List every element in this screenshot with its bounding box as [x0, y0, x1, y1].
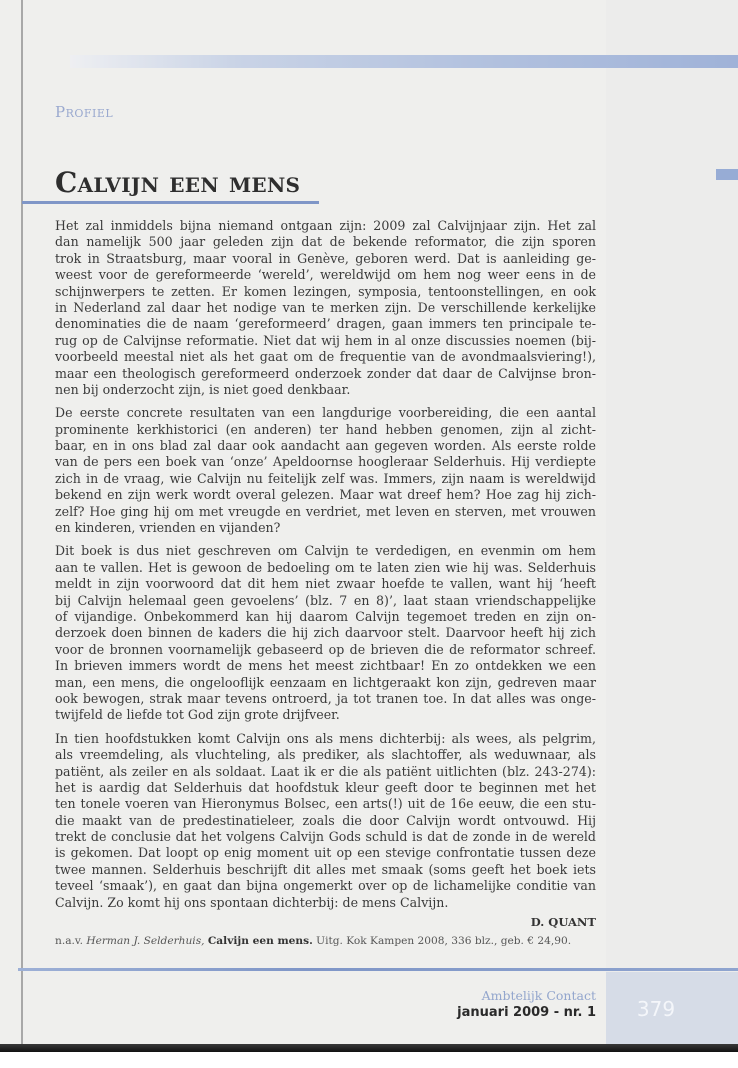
- title-underline: [22, 201, 319, 204]
- text-line: twijfeld de liefde tot God zijn grote drijfveer.: [55, 707, 340, 723]
- text-line: trekt de conclusie dat het volgens Calvijn Gods schuld is dat de zonde in de wereld: [55, 829, 596, 845]
- text-line: weest voor de gereformeerde ‘wereld’, wereldwijd om hem nog weer eens in de: [55, 267, 596, 283]
- text-line: als vreemdeling, als vluchteling, als prediker, als slachtoffer, als weduwnaar, als: [55, 747, 596, 763]
- page-number: 379: [636, 997, 676, 1021]
- section-label: Profiel: [55, 103, 114, 121]
- text-line: man, een mens, die ongelooflijk eenzaam en lichtgeraakt kon zijn, gedreven maar: [55, 674, 596, 690]
- text-line: schijnwerpers te zetten. Er komen lezingen, symposia, tentoonstellingen, en ook: [55, 283, 596, 299]
- text-line: patiënt, als zeiler en als soldaat. Laat ik er die als patiënt uitlichten (blz. 243-274):: [55, 763, 596, 779]
- text-line: denominaties die de naam ‘gereformeerd’ dragen, gaan immers ten principale te-: [55, 316, 596, 332]
- text-line: bij Calvijn helemaal geen gevoelens’ (blz. 7 en 8)’, laat staan vriendschappelijke: [55, 592, 596, 608]
- text-line: of vijandige. Onbekommerd kan hij daarom Calvijn tegemoet treden en zijn on-: [55, 608, 596, 624]
- text-line: is gekomen. Dat loopt op enig moment uit op een stevige confrontatie tussen deze: [55, 845, 596, 861]
- article-title: Calvijn een mens: [55, 166, 301, 199]
- text-line: aan te vallen. Het is gewoon de bedoeling om te laten zien wie hij was. Selderhuis: [55, 559, 596, 575]
- section-tab-marker: [716, 169, 738, 180]
- page-edge-line: [21, 0, 23, 1050]
- text-line: Het zal inmiddels bijna niemand ontgaan zijn: 2009 zal Calvijnjaar zijn. Het zal: [55, 218, 596, 233]
- text-line: Calvijn. Zo komt hij ons spontaan dichterbij: de mens Calvijn.: [55, 894, 449, 910]
- header-color-band: [70, 55, 738, 68]
- text-line: trok in Straatsburg, maar vooral in Genève, geboren werd. Dat is aanleiding ge-: [55, 250, 596, 266]
- text-line: het is aardig dat Selderhuis dat hoofdstuk kleur geeft door te beginnen met het: [55, 779, 596, 795]
- text-line: meldt in zijn voorwoord dat dit hem niet zwaar hoefde te vallen, want hij ‘heeft: [55, 576, 596, 592]
- text-line: bekend en zijn werk wordt overal gelezen. Maar wat dreef hem? Hoe zag hij zich-: [55, 487, 596, 503]
- text-line: dan namelijk 500 jaar geleden zijn dat de bekende reformator, die zijn sporen: [55, 234, 596, 250]
- text-line: In tien hoofdstukken komt Calvijn ons als mens dichterbij: als wees, als pelgrim,: [55, 730, 596, 746]
- text-line: ten tonele voeren van Hieronymus Bolsec, een arts(!) uit de 16e eeuw, die een stu-: [55, 796, 596, 812]
- text-line: teveel ‘smaak’), en gaat dan bijna ongemerkt over op de lichamelijke conditie van: [55, 878, 596, 894]
- article-paragraph: [55, 731, 596, 911]
- text-line: en kinderen, vrienden en vijanden?: [55, 520, 281, 536]
- text-line: rug op de Calvijnse reformatie. Niet dat wij hem in al onze discussies noemen (bij-: [55, 332, 596, 348]
- reference-book-author: Herman J. Selderhuis,: [86, 935, 205, 947]
- text-line: nen bij onderzocht zijn, is niet goed denkbaar.: [55, 381, 351, 397]
- text-line: in Nederland zal daar het nodige van te merken zijn. De verschillende kerkelijke: [55, 299, 596, 315]
- reference-book-title: Calvijn een mens.: [207, 935, 313, 947]
- text-line: twee mannen. Selderhuis beschrijft dit alles met smaak (soms geeft het boek iets: [55, 861, 596, 877]
- text-line: In brieven immers wordt de mens het meest zichtbaar! En zo ontdekken we een: [55, 658, 596, 674]
- text-line: voorbeeld meestal niet als het gaat om de frequentie van de avondmaalsviering!),: [55, 349, 596, 365]
- reference-prefix: n.a.v.: [55, 935, 83, 947]
- right-margin-column: [606, 0, 738, 1050]
- author-signature: D. QUANT: [530, 915, 596, 929]
- article-paragraph: [55, 543, 596, 723]
- text-line: ook bewogen, strak maar tevens ontroerd, ja tot tranen toe. In dat alles was onge-: [55, 690, 596, 706]
- text-line: maar een theologisch gereformeerd onderzoek zonder dat daar de Calvijnse bron-: [55, 365, 596, 381]
- text-line: derzoek doen binnen de kaders die hij zich daarvoor stelt. Daarvoor heeft hij zich: [55, 625, 596, 641]
- text-line: baar, en in ons blad zal daar ook aandacht aan gegeven worden. Als eerste rolde: [55, 438, 596, 454]
- text-line: De eerste concrete resultaten van een langdurige voorbereiding, die een aantal: [55, 405, 596, 421]
- text-line: prominente kerkhistorici (en anderen) ter hand hebben genomen, zijn al zicht-: [55, 421, 596, 437]
- reference-details: Uitg. Kok Kampen 2008, 336 blz., geb. € 24,90.: [316, 935, 572, 947]
- text-line: Dit boek is dus niet geschreven om Calvijn te verdedigen, en evenmin om hem: [55, 543, 596, 559]
- issue-label: januari 2009 - nr. 1: [457, 1005, 596, 1020]
- book-reference: [55, 935, 615, 947]
- footer-rule: [18, 968, 738, 971]
- text-line: die maakt van de predestinatieleer, zoals die door Calvijn wordt ontvouwd. Hij: [55, 812, 596, 828]
- text-line: zich in de vraag, wie Calvijn nu feitelijk zelf was. Immers, zijn naam is wereldwijd: [55, 470, 596, 486]
- article-paragraph: [55, 405, 596, 536]
- text-line: voor de bronnen voornamelijk gebaseerd op de brieven die de reformator schreef.: [55, 641, 596, 657]
- text-line: zelf? Hoe ging hij om met vreugde en verdriet, met leven en sterven, met vrouwen: [55, 503, 596, 519]
- text-line: van de pers een boek van ‘onze’ Apeldoornse hoogleraar Selderhuis. Hij verdiepte: [55, 454, 596, 470]
- article-paragraph: [55, 218, 596, 398]
- scan-edge-shadow: [0, 1044, 738, 1052]
- article-body: [55, 218, 596, 918]
- magazine-name: Ambtelijk Contact: [481, 988, 596, 1003]
